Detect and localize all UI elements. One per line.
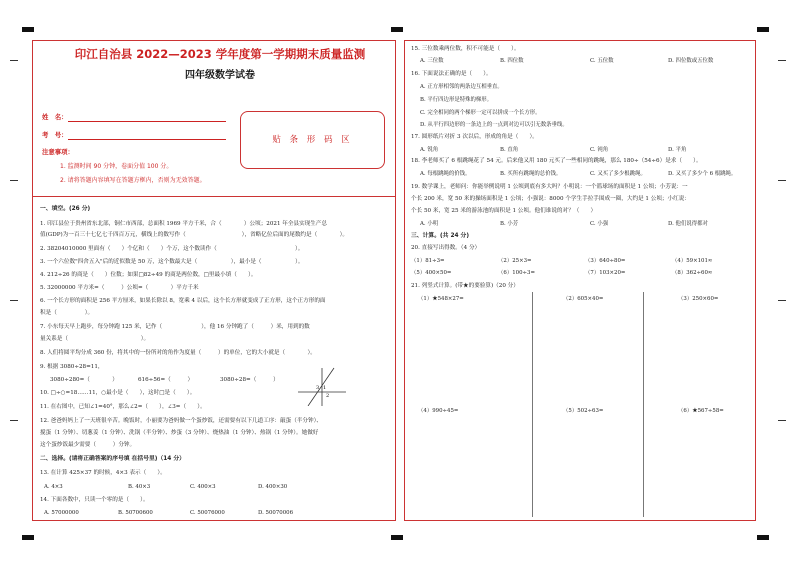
notice-line-2: 2. 请将答题内容填写在答题方框内，否则为无效答题。 (60, 177, 206, 184)
q15-option-b: B. 四位数 (500, 58, 524, 64)
section-3-heading: 三、计算。(共 24 分) (411, 233, 469, 239)
q7-line-2: 量关系是（ ）。 (40, 336, 150, 342)
section-1-heading: 一、填空。(26 分) (40, 206, 91, 212)
notice-label: 注意事项： (42, 148, 74, 156)
q6-line-2: 积是（ ）。 (40, 310, 94, 316)
exam-number-label: 考 号： (42, 131, 68, 139)
vertical-calc-1: （1）★548×27= (418, 296, 464, 302)
q21: 21. 列竖式计算。(带★的要验算)（20 分） (411, 283, 519, 289)
q16-option-c: C. 完全相同的两个梯形一定可以拼成一个长方形。 (420, 110, 541, 116)
side-tick (778, 60, 786, 61)
q18: 18. 李老师买了 6 根跳绳花了 54 元。后来他又用 180 元买了一些相同的跳绳，那么 180÷（54÷6）是求（ ）。 (411, 158, 702, 164)
angle-diagram (298, 366, 346, 406)
q9-part-b: 616÷56=（ ） (138, 377, 194, 383)
q14-option-c: C. 50076000 (190, 510, 225, 516)
q19-line-3: 个长 50 米，宽 25 米的游泳池的面积是 1 公顷。他们谁说的对？（ ） (411, 208, 597, 214)
angle-label-1: 1 (323, 385, 327, 391)
angle-label-2: 2 (326, 393, 330, 399)
registration-mark-bottom-left (22, 535, 34, 540)
registration-mark-bottom-right (757, 535, 769, 540)
q19-option-c: C. 小强 (590, 221, 609, 227)
q17-option-b: B. 直角 (500, 147, 519, 153)
name-label: 姓 名： (42, 113, 68, 121)
q16-option-a: A. 正方形相邻的两条边互相垂直。 (420, 84, 503, 90)
q7-line-1: 7. 小东每天早上跑步，每分钟跑 125 米，记作（ ），他 16 分钟跑了（ ）米，用到的数 (40, 324, 310, 330)
q9-part-c: 3080÷28=（ ） (220, 377, 279, 383)
q1-line-2: 值(GDP)为一百三十七亿七千四百万元，横线上的数写作（ ），省略亿位后面的尾数约是（ ）。 (40, 232, 348, 238)
q16: 16. 下面说法正确的是（ ）。 (411, 71, 492, 77)
section-2-heading: 二、选择。(请将正确答案的序号填 在括号里)（14 分） (40, 456, 185, 462)
q13-option-c: C. 400×3 (190, 484, 216, 490)
barcode-area: 贴 条 形 码 区 (240, 111, 385, 169)
q13-option-d: D. 400×30 (258, 484, 288, 490)
q14-option-d: D. 50070006 (258, 510, 293, 516)
q19-option-d: D. 他们说得都对 (668, 221, 708, 227)
angle-label-3: 3 (316, 385, 320, 391)
calc-5: （5）400×50= (411, 270, 452, 276)
q17-option-d: D. 平角 (668, 147, 687, 153)
calc-4: （4）59×101≈ (672, 258, 713, 264)
calc-8: （8）362÷60≈ (672, 270, 713, 276)
work-area-divider-1 (532, 292, 533, 517)
exam-title: 印江自治县 2022—2023 学年度第一学期期末质量监测 (74, 47, 366, 61)
name-field[interactable] (68, 121, 226, 122)
q17-option-c: C. 钝角 (590, 147, 609, 153)
q19-option-a: A. 小明 (420, 221, 439, 227)
side-tick (778, 300, 786, 301)
notice-line-1: 1. 监测时间 90 分钟，卷面分值 100 分。 (60, 163, 173, 170)
registration-mark-top-left (22, 27, 34, 32)
q1-line-1: 1. 印江县位于贵州省东北部，铜仁市西部，总面积 1969 平方千米，合（ ）公顷；2021 年全县实现生产总 (40, 221, 328, 227)
q15-option-c: C. 五位数 (590, 58, 614, 64)
q12-line-1: 12. 爸爸妈妈上了一天班很辛苦。晚饭时，小丽要为爸妈做一个蛋炒饭，还需要有以下几道工序：敲蛋（半分钟）、 (40, 418, 322, 424)
q16-option-b: B. 平行四边形是特殊的梯形。 (420, 97, 493, 103)
registration-mark-bottom-center (391, 535, 403, 540)
vertical-calc-4: （4）990÷45= (418, 408, 459, 414)
q18-option-b: B. 买所有跳绳的总价钱。 (500, 171, 562, 177)
work-area-divider-2 (643, 292, 644, 517)
q17-option-a: A. 锐角 (420, 147, 439, 153)
q5: 5. 32000000 平方米=（ ）公顷=（ ）平方千米 (40, 285, 199, 291)
q14-option-b: B. 50700600 (118, 510, 153, 516)
q17: 17. 圆形纸片对折 3 次以后，形成的角是（ ）。 (411, 134, 538, 140)
vertical-calc-2: （2）605×40= (563, 296, 604, 302)
calc-7: （7）103×20= (585, 270, 626, 276)
exam-number-field[interactable] (68, 139, 226, 140)
q18-option-d: D. 又买了多少个 6 根跳绳。 (668, 171, 737, 177)
q20: 20. 直接写出得数。（4 分） (411, 245, 481, 251)
registration-mark-top-center (391, 27, 403, 32)
q12-line-2: 搅蛋（1 分钟）、切葱姜（1 分钟）、洗锅（半分钟）、炒蛋（3 分钟）、烧热油（1 分钟）、热锅（1 分钟）。她做好 (40, 430, 319, 436)
q18-option-a: A. 每根跳绳的价钱。 (420, 171, 471, 177)
q6-line-1: 6. 一个长方形的面积是 256 平方厘米，如果长除以 8，宽乘 4 以后，这个长方形就变成了正方形，这个正方形的面 (40, 298, 326, 304)
q16-option-d: D. 从平行四边形的一条边上的一点到对边可以引无数条垂线。 (420, 122, 568, 128)
q12-line-3: 这个蛋炒饭最少需要（ ）分钟。 (40, 442, 136, 448)
q15-option-a: A. 三位数 (420, 58, 444, 64)
side-tick (778, 180, 786, 181)
vertical-calc-6: （6）★567÷58= (678, 408, 724, 414)
side-tick (10, 300, 18, 301)
calc-2: （2）25×3= (498, 258, 532, 264)
vertical-calc-3: （3）250×60= (678, 296, 719, 302)
q19-line-1: 19. 数学课上，老师问：你能举例说明 1 公顷到底有多大吗？小明说：一个篮球场的面积是 1 公顷；小芳说：一 (411, 184, 688, 190)
q4: 4. 212÷26 的商是（ ）位数；如果□82÷49 的商是两位数，□里最小填（ ）。 (40, 272, 257, 278)
q3: 3. 一个六位数"四舍五入"后的近似数是 50 万，这个数最大是（ ），最小是（ ）。 (40, 259, 304, 265)
q9-part-a: 3080÷280=（ ） (50, 377, 118, 383)
calc-1: （1）81÷3= (411, 258, 445, 264)
q13-option-a: A. 4×3 (44, 484, 63, 490)
q14: 14. 下面各数中，只读一个零的是（ ）。 (40, 497, 149, 503)
q8: 8. 人们将圆平均分成 360 份，将其中的一份所对的角作为度量（ ）的单位，它的大小就是（ ）。 (40, 350, 316, 356)
q2: 2. 38204010000 里面有（ ）个亿和（ ）个万，这个数读作（ ）。 (40, 246, 304, 252)
q15: 15. 三位数乘两位数，积不可能是（ ）。 (411, 46, 520, 52)
q14-option-a: A. 57000000 (44, 510, 79, 516)
q15-option-d: D. 四位数或五位数 (668, 58, 714, 64)
q19-option-b: B. 小芳 (500, 221, 519, 227)
q10: 10. □÷○=18……11，○最小是（ ），这时□是（ ）。 (40, 390, 196, 396)
side-tick (10, 180, 18, 181)
q11: 11. 在右图中，已知∠1=40°，那么∠2=（ ），∠3=（ ）。 (40, 404, 206, 410)
exam-subtitle: 四年级数学试卷 (185, 70, 255, 81)
q9: 9. 根据 3080÷28=11， (40, 364, 104, 370)
q13: 13. 在计算 425×37 的时候，4×3 表示（ ）。 (40, 470, 166, 476)
q19-line-2: 个长 200 米，宽 50 米的操场面积是 1 公顷；小强说：8000 个学生手拉手围成一圈，大约是 1 公顷；小红说： (411, 196, 690, 202)
registration-mark-top-right (757, 27, 769, 32)
calc-6: （6）100÷3= (498, 270, 535, 276)
vertical-calc-5: （5）502÷63= (563, 408, 604, 414)
side-tick (10, 60, 18, 61)
calc-3: （3）640÷80= (585, 258, 626, 264)
side-tick (10, 420, 18, 421)
q18-option-c: C. 又买了多少根跳绳。 (590, 171, 646, 177)
side-tick (778, 420, 786, 421)
q13-option-b: B. 40×3 (128, 484, 151, 490)
